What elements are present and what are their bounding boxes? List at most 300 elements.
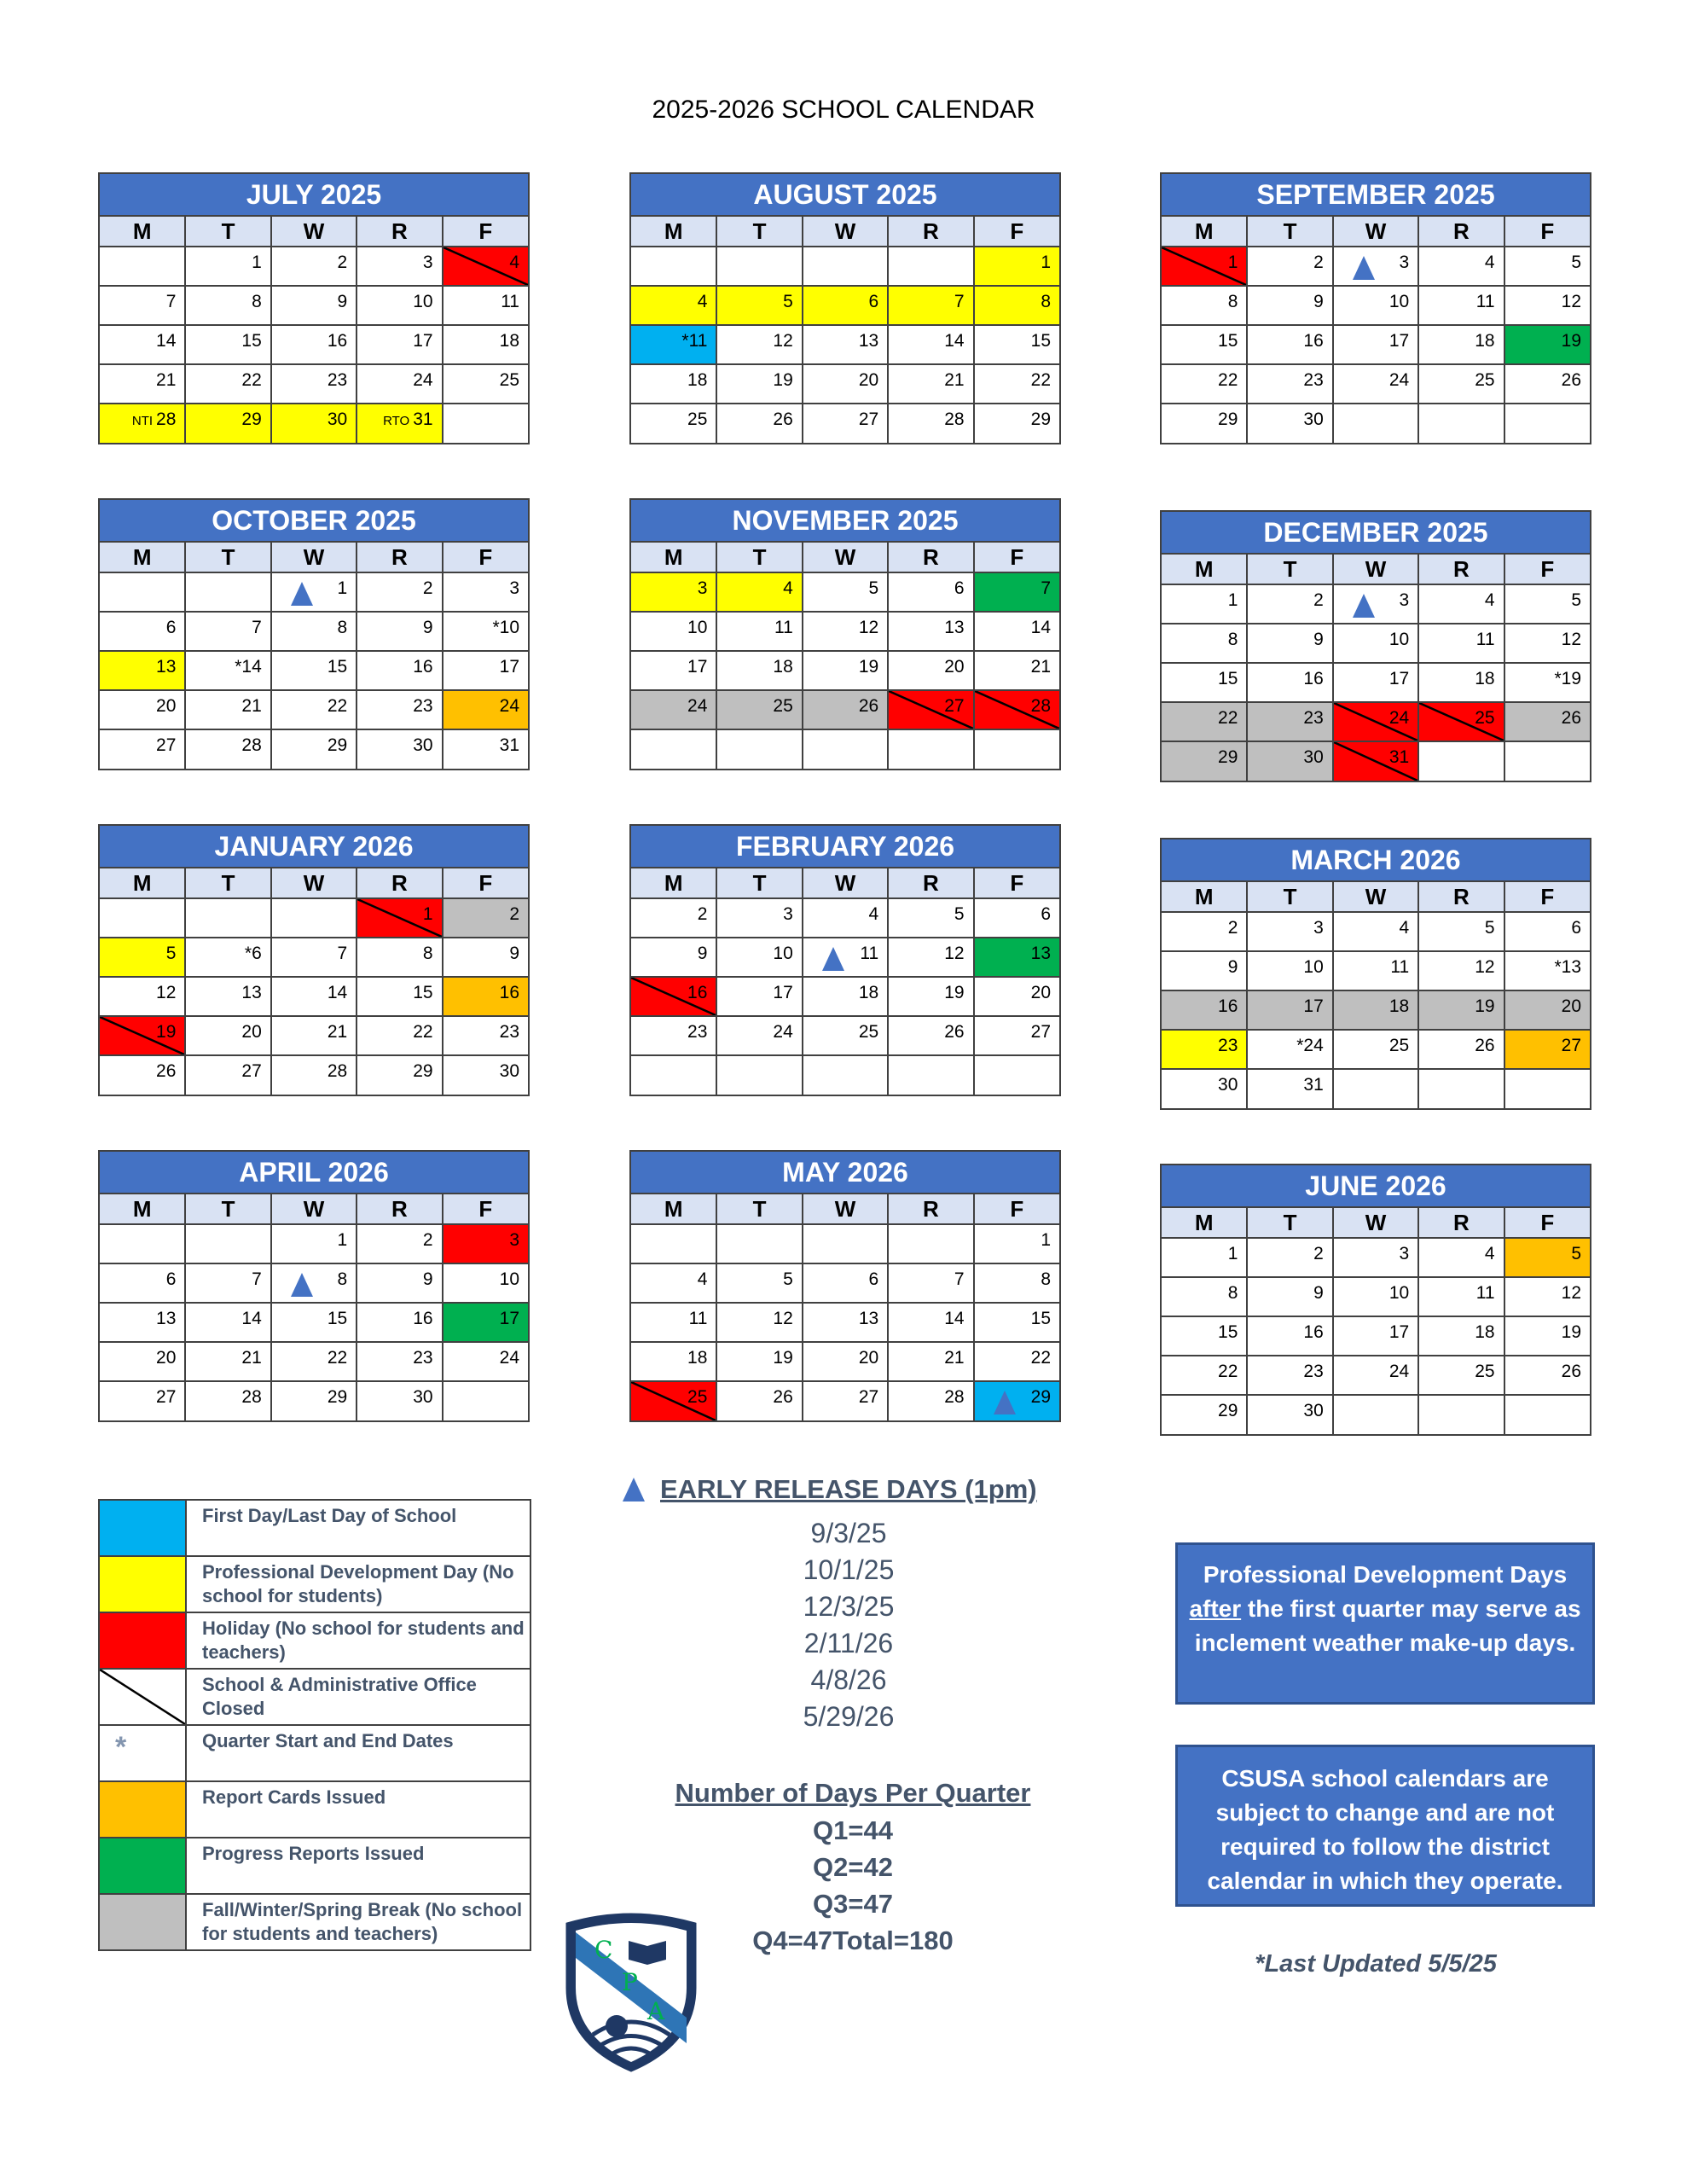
day-number: 25 (1388, 1036, 1410, 1055)
pd-days-note (1175, 1542, 1595, 1705)
legend-label: Quarter Start and End Dates (202, 1730, 454, 1751)
day-cell (100, 364, 185, 404)
day-number: 15 (1218, 1322, 1238, 1342)
day-cell (271, 572, 357, 612)
day-cell (1504, 325, 1590, 364)
day-number: 29 (1030, 410, 1051, 429)
weekday-header: T (185, 868, 270, 898)
day-number: 12 (1561, 292, 1581, 311)
day-number: 26 (858, 696, 879, 716)
day-cell (631, 247, 716, 286)
week-row (631, 1263, 1059, 1303)
day-cell (100, 977, 185, 1016)
day-cell (100, 1342, 185, 1381)
day-number: 2 (1313, 1244, 1324, 1263)
month-title: MARCH 2026 (1162, 839, 1590, 882)
day-number: 30 (1218, 1075, 1238, 1095)
day-number: 8 (337, 1269, 348, 1289)
day-cell (1504, 1069, 1590, 1108)
day-cell (888, 1055, 973, 1095)
day-number: 20 (858, 1348, 879, 1368)
legend-swatch-blue (100, 1501, 187, 1555)
day-number: 4 (1399, 918, 1410, 938)
day-cell (185, 651, 270, 690)
day-cell (803, 325, 888, 364)
day-cell (1418, 1316, 1504, 1356)
week-row (100, 1016, 528, 1055)
week-row (1162, 624, 1590, 663)
day-cell (271, 325, 357, 364)
day-number: 4 (1484, 253, 1495, 272)
month-grid (631, 868, 1059, 1095)
day-cell (1418, 1030, 1504, 1069)
day-cell (974, 286, 1059, 325)
day-number: 12 (773, 331, 793, 351)
day-cell (803, 572, 888, 612)
day-cell (1418, 702, 1504, 741)
day-number: 13 (858, 331, 879, 351)
day-number: 19 (773, 1348, 793, 1368)
month-january-2026 (98, 824, 530, 1096)
day-cell (1418, 325, 1504, 364)
day-cell (271, 612, 357, 651)
day-cell (100, 286, 185, 325)
day-number: 22 (1218, 708, 1238, 728)
day-cell (1418, 951, 1504, 990)
day-cell (1247, 1356, 1332, 1395)
day-number: 22 (1030, 370, 1051, 390)
day-number: 8 (422, 944, 433, 963)
day-cell (1418, 1395, 1504, 1434)
day-cell (1162, 663, 1247, 702)
day-cell (888, 247, 973, 286)
day-number: 4 (1484, 1244, 1495, 1263)
day-cell (1504, 1316, 1590, 1356)
weekday-header: M (100, 543, 185, 572)
day-cell (271, 404, 357, 443)
day-cell (974, 729, 1059, 769)
day-number: 12 (1475, 957, 1495, 977)
day-cell (1247, 1395, 1332, 1434)
month-title: FEBRUARY 2026 (631, 826, 1059, 868)
day-number: 16 (413, 1309, 433, 1328)
weekday-header: F (974, 543, 1059, 572)
day-number: 16 (499, 983, 519, 1002)
day-number: 28 (944, 1387, 965, 1407)
week-row (631, 572, 1059, 612)
day-number: 23 (1218, 1036, 1238, 1055)
day-number: 17 (413, 331, 433, 351)
weekday-header: W (271, 868, 357, 898)
day-number: 11 (1475, 292, 1495, 311)
day-cell (1418, 912, 1504, 951)
day-number: 15 (327, 657, 348, 677)
day-cell (100, 572, 185, 612)
day-number: 7 (954, 1269, 965, 1289)
day-cell (631, 572, 716, 612)
month-grid (100, 217, 528, 443)
day-number: 26 (1561, 370, 1581, 390)
day-cell (1333, 1356, 1418, 1395)
day-number: 1 (1041, 1230, 1051, 1250)
day-cell (271, 1055, 357, 1095)
day-number: 16 (687, 983, 708, 1002)
day-number: 29 (1218, 410, 1238, 429)
day-cell (1247, 990, 1332, 1030)
day-number: 10 (773, 944, 793, 963)
day-number: 6 (165, 618, 177, 637)
day-cell (1333, 990, 1418, 1030)
day-cell (803, 1224, 888, 1263)
day-number: 9 (422, 618, 433, 637)
day-cell (1247, 663, 1332, 702)
day-number: 15 (1218, 331, 1238, 351)
day-cell (1162, 1030, 1247, 1069)
day-number: 24 (687, 696, 708, 716)
day-cell (357, 612, 442, 651)
day-cell (716, 938, 802, 977)
day-number: 2 (422, 578, 433, 598)
weekday-header: T (1247, 882, 1332, 912)
csusa-note: CSUSA school calendars are subject to change and are not required to follow the district calendar in which they operate. (1175, 1745, 1595, 1907)
day-cell (185, 1016, 270, 1055)
day-cell (631, 1263, 716, 1303)
day-number: 31 (1388, 747, 1410, 767)
day-number: 19 (1561, 1322, 1581, 1342)
week-row (100, 612, 528, 651)
weekday-header: F (974, 868, 1059, 898)
day-cell (185, 1224, 270, 1263)
day-number: 3 (1313, 918, 1324, 938)
day-number: 28 (1030, 696, 1051, 716)
weekday-header: R (357, 543, 442, 572)
day-cell (631, 612, 716, 651)
weekday-header: M (631, 543, 716, 572)
day-cell (271, 1224, 357, 1263)
day-cell (1162, 1356, 1247, 1395)
day-number: 25 (687, 410, 708, 429)
day-number: 31 (1303, 1075, 1324, 1095)
day-number: 18 (1388, 996, 1410, 1016)
day-cell (271, 1303, 357, 1342)
day-cell (803, 1303, 888, 1342)
month-grid (100, 543, 528, 769)
week-row (631, 1224, 1059, 1263)
day-cell (1247, 912, 1332, 951)
day-number: 17 (1388, 331, 1410, 351)
day-prefix: RTO (383, 414, 410, 428)
day-number: 2 (1313, 253, 1324, 272)
day-cell (803, 1055, 888, 1095)
day-cell (803, 977, 888, 1016)
day-cell (716, 1381, 802, 1420)
day-number: 26 (1561, 708, 1581, 728)
day-number: 7 (252, 618, 262, 637)
day-cell (1333, 1069, 1418, 1108)
day-cell (888, 651, 973, 690)
day-number: 23 (687, 1022, 708, 1042)
weekday-header: F (443, 217, 528, 247)
weekday-header: M (1162, 555, 1247, 584)
day-cell (803, 364, 888, 404)
day-cell (185, 977, 270, 1016)
week-row (100, 977, 528, 1016)
weekday-header: R (888, 217, 973, 247)
week-row (631, 364, 1059, 404)
day-cell (803, 898, 888, 938)
day-cell (1504, 364, 1590, 404)
day-cell (716, 286, 802, 325)
weekday-header: R (888, 543, 973, 572)
day-cell (185, 286, 270, 325)
month-november-2025 (629, 498, 1061, 770)
week-row (100, 572, 528, 612)
day-cell (1333, 1395, 1418, 1434)
day-number: 2 (422, 1230, 433, 1250)
day-cell (1504, 1395, 1590, 1434)
day-cell (1504, 584, 1590, 624)
legend-label: Fall/Winter/Spring Break (No school for students and teachers) (202, 1899, 523, 1944)
day-number: 23 (413, 696, 433, 716)
day-number: 1 (422, 904, 433, 924)
day-cell (1418, 990, 1504, 1030)
day-number: 17 (687, 657, 708, 677)
day-cell (357, 286, 442, 325)
day-number: 9 (422, 1269, 433, 1289)
day-number: 30 (1303, 747, 1324, 767)
day-cell (271, 1381, 357, 1420)
day-cell (1247, 1030, 1332, 1069)
day-cell (888, 612, 973, 651)
day-cell (1504, 702, 1590, 741)
week-row (100, 938, 528, 977)
day-cell (271, 247, 357, 286)
day-cell (443, 1303, 528, 1342)
days-per-quarter (648, 1774, 1058, 1959)
weekday-header: F (1504, 217, 1590, 247)
day-number: 22 (327, 696, 348, 716)
day-cell (1418, 1069, 1504, 1108)
month-title: APRIL 2026 (100, 1152, 528, 1194)
day-number: 5 (954, 904, 965, 924)
day-cell (185, 938, 270, 977)
weekday-header: W (803, 543, 888, 572)
day-cell (1418, 1356, 1504, 1395)
legend-label: School & Administrative Office Closed (202, 1674, 477, 1719)
day-number: 29 (241, 410, 262, 429)
month-grid (100, 868, 528, 1095)
day-number: 11 (1475, 630, 1495, 649)
day-number: 5 (1571, 1244, 1581, 1263)
day-cell (1162, 1395, 1247, 1434)
day-cell (1333, 286, 1418, 325)
pd-days-note-prefix: Professional Development Days (1203, 1561, 1568, 1588)
day-cell (631, 1224, 716, 1263)
weekday-header: R (357, 1194, 442, 1224)
day-cell (1247, 325, 1332, 364)
weekday-header: F (1504, 555, 1590, 584)
day-number: 22 (1030, 1348, 1051, 1368)
legend-row (100, 1557, 530, 1613)
day-number: 16 (1303, 1322, 1324, 1342)
day-cell (100, 938, 185, 977)
day-cell (1418, 1238, 1504, 1277)
day-cell (100, 1303, 185, 1342)
day-cell (1247, 286, 1332, 325)
week-row (1162, 1277, 1590, 1316)
day-cell (631, 898, 716, 938)
day-number: 5 (783, 1269, 793, 1289)
day-cell (443, 572, 528, 612)
day-number: 2 (697, 904, 708, 924)
day-cell (443, 898, 528, 938)
day-number: 20 (156, 696, 177, 716)
day-number: 24 (499, 696, 519, 716)
week-row (631, 938, 1059, 977)
legend-row (100, 1782, 530, 1838)
weekday-header: W (1333, 1208, 1418, 1238)
day-cell (271, 977, 357, 1016)
day-number: 11 (1390, 957, 1410, 977)
day-cell (974, 572, 1059, 612)
day-cell (631, 1303, 716, 1342)
week-row (1162, 364, 1590, 404)
day-cell (716, 404, 802, 443)
day-cell (1333, 325, 1418, 364)
weekday-header: W (803, 217, 888, 247)
legend-label: Holiday (No school for students and teachers) (202, 1618, 525, 1663)
day-cell (100, 1263, 185, 1303)
day-number: 4 (509, 253, 519, 272)
day-number: 5 (1571, 253, 1581, 272)
day-number: 8 (1041, 1269, 1051, 1289)
day-cell (716, 1303, 802, 1342)
legend-row (100, 1670, 530, 1726)
day-number: 24 (1388, 370, 1410, 390)
legend-swatch-green (100, 1838, 187, 1893)
weekday-header: F (974, 217, 1059, 247)
day-cell (631, 364, 716, 404)
day-cell (974, 1263, 1059, 1303)
month-title: NOVEMBER 2025 (631, 500, 1059, 543)
day-number: 15 (1030, 331, 1051, 351)
weekday-header: W (271, 543, 357, 572)
week-row (100, 1224, 528, 1263)
quarter-count: Q4=47Total=180 (752, 1926, 954, 1955)
legend-label: Report Cards Issued (202, 1786, 386, 1808)
month-august-2025 (629, 172, 1061, 444)
week-row (100, 364, 528, 404)
day-cell (803, 247, 888, 286)
day-cell (888, 729, 973, 769)
week-row (100, 690, 528, 729)
day-cell (1247, 951, 1332, 990)
week-row (631, 286, 1059, 325)
day-cell (443, 325, 528, 364)
weekday-header: T (716, 1194, 802, 1224)
day-number: 13 (156, 1309, 177, 1328)
day-number: 5 (165, 944, 177, 963)
day-cell (357, 938, 442, 977)
day-cell (271, 1342, 357, 1381)
early-release-date: 5/29/26 (803, 1701, 895, 1732)
weekday-header: M (631, 868, 716, 898)
day-cell (1162, 912, 1247, 951)
day-number: 18 (1475, 669, 1495, 688)
day-number: 30 (1303, 410, 1324, 429)
day-number: 8 (1227, 1283, 1238, 1303)
day-number: 1 (1227, 1244, 1238, 1263)
day-cell (803, 1016, 888, 1055)
month-grid (1162, 882, 1590, 1108)
day-cell (443, 1342, 528, 1381)
day-cell (185, 572, 270, 612)
day-cell (271, 1263, 357, 1303)
day-number: 9 (1313, 1283, 1324, 1303)
day-cell (1333, 364, 1418, 404)
day-number: 3 (697, 578, 708, 598)
day-number: 30 (327, 410, 348, 429)
weekday-header: M (100, 217, 185, 247)
day-cell (974, 612, 1059, 651)
day-cell (443, 729, 528, 769)
day-cell (1162, 325, 1247, 364)
day-number: 27 (1561, 1036, 1581, 1055)
pd-days-note-rest: the first quarter may serve as inclement weather make-up days. (1194, 1595, 1581, 1656)
day-cell (716, 572, 802, 612)
day-cell (185, 729, 270, 769)
day-number: 27 (156, 1387, 177, 1407)
day-cell (185, 1303, 270, 1342)
day-number: 8 (1227, 630, 1238, 649)
month-title: DECEMBER 2025 (1162, 512, 1590, 555)
day-number: 4 (868, 904, 879, 924)
month-february-2026 (629, 824, 1061, 1096)
day-cell (716, 729, 802, 769)
day-number: 31 (499, 735, 519, 755)
day-number: 7 (1041, 578, 1051, 598)
day-number: 30 (413, 735, 433, 755)
day-number: 10 (499, 1269, 519, 1289)
day-number: 18 (773, 657, 793, 677)
day-cell (1247, 1238, 1332, 1277)
day-number: 30 (413, 1387, 433, 1407)
legend-label: Professional Development Day (No school for students) (202, 1561, 514, 1606)
day-number: 1 (1041, 253, 1051, 272)
day-number: 13 (1030, 944, 1051, 963)
month-october-2025 (98, 498, 530, 770)
week-row (631, 651, 1059, 690)
day-number: 2 (1227, 918, 1238, 938)
day-number: 9 (1313, 292, 1324, 311)
day-cell (100, 612, 185, 651)
day-cell (443, 977, 528, 1016)
day-cell (100, 1224, 185, 1263)
week-row (631, 247, 1059, 286)
day-cell (803, 286, 888, 325)
day-number: 11 (1475, 1283, 1495, 1303)
day-cell (1247, 702, 1332, 741)
early-release-triangle-icon (291, 582, 313, 606)
day-cell (100, 690, 185, 729)
weekday-header: R (1418, 555, 1504, 584)
day-cell (888, 404, 973, 443)
day-cell (1247, 1316, 1332, 1356)
day-cell (1162, 1277, 1247, 1316)
day-number: 17 (499, 1309, 519, 1328)
weekday-header: T (716, 543, 802, 572)
early-release-date: 10/1/25 (803, 1554, 895, 1585)
